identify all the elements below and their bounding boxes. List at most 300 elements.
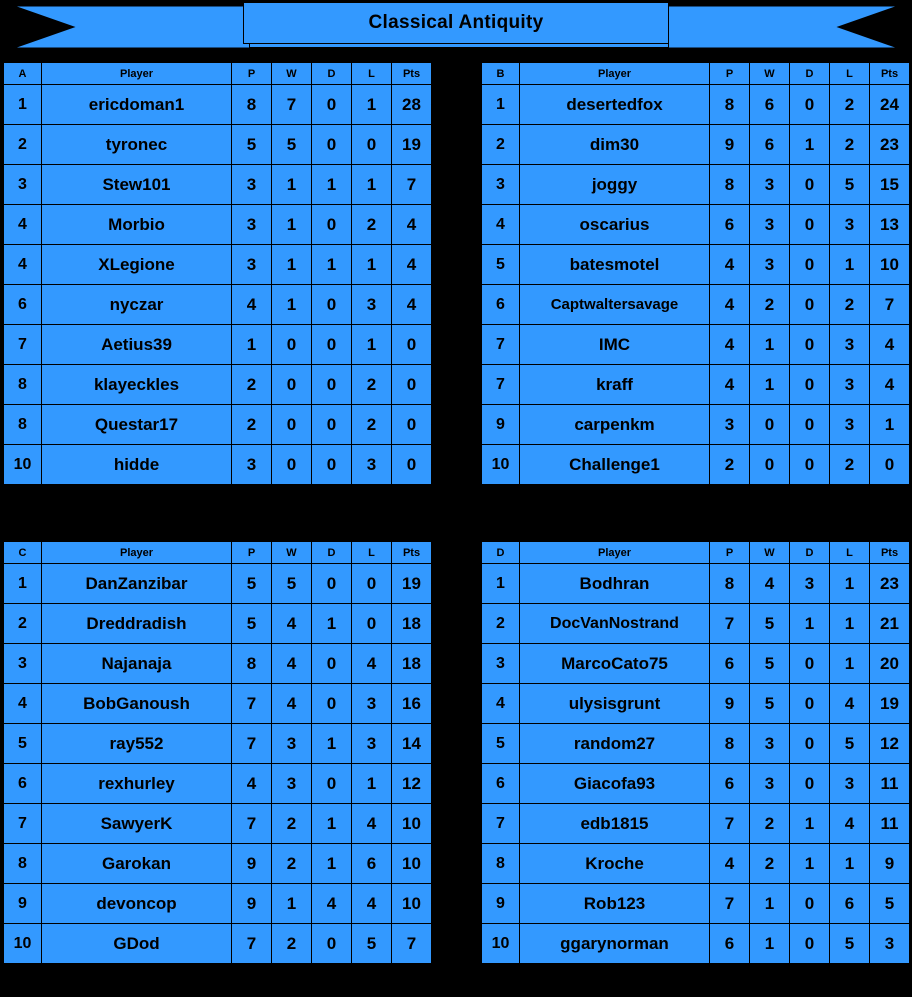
- cell-played: 6: [710, 205, 750, 245]
- cell-position: 5: [482, 724, 520, 764]
- cell-position: 1: [482, 85, 520, 125]
- cell-lost: 2: [830, 85, 870, 125]
- cell-drawn: 1: [790, 125, 830, 165]
- cell-played: 4: [710, 245, 750, 285]
- cell-position: 7: [482, 365, 520, 405]
- table-row: [482, 165, 910, 205]
- column-header-drawn: D: [790, 63, 830, 85]
- table-row: [482, 85, 910, 125]
- cell-player: Captwaltersavage: [520, 285, 710, 325]
- table-row: [4, 764, 432, 804]
- cell-drawn: 0: [312, 684, 352, 724]
- cell-played: 9: [232, 884, 272, 924]
- cell-points: 10: [870, 245, 910, 285]
- cell-played: 3: [232, 445, 272, 485]
- cell-drawn: 1: [312, 604, 352, 644]
- cell-player: GDod: [42, 924, 232, 964]
- cell-won: 1: [750, 924, 790, 964]
- table-row: [482, 924, 910, 964]
- cell-won: 3: [750, 245, 790, 285]
- table-row: [482, 724, 910, 764]
- cell-points: 3: [870, 924, 910, 964]
- table-header-row: [4, 63, 432, 85]
- cell-drawn: 0: [790, 445, 830, 485]
- cell-player: hidde: [42, 445, 232, 485]
- cell-played: 5: [232, 125, 272, 165]
- table-header-row: [4, 542, 432, 564]
- cell-won: 3: [750, 724, 790, 764]
- column-header-won: W: [272, 63, 312, 85]
- table-row: [4, 245, 432, 285]
- league-table-c-wrapper: [3, 541, 432, 964]
- cell-points: 28: [392, 85, 432, 125]
- table-row: [482, 764, 910, 804]
- cell-played: 4: [232, 764, 272, 804]
- cell-played: 3: [232, 245, 272, 285]
- cell-won: 6: [750, 85, 790, 125]
- cell-played: 6: [710, 924, 750, 964]
- cell-drawn: 1: [312, 724, 352, 764]
- cell-lost: 4: [352, 644, 392, 684]
- league-table-d: [481, 541, 910, 964]
- cell-drawn: 4: [312, 884, 352, 924]
- cell-drawn: 0: [312, 445, 352, 485]
- cell-points: 4: [392, 245, 432, 285]
- cell-drawn: 0: [312, 365, 352, 405]
- cell-position: 3: [4, 644, 42, 684]
- title-plate: [243, 2, 669, 44]
- cell-position: 7: [4, 325, 42, 365]
- cell-won: 2: [750, 804, 790, 844]
- cell-position: 4: [482, 205, 520, 245]
- cell-player: DocVanNostrand: [520, 604, 710, 644]
- cell-lost: 0: [352, 604, 392, 644]
- cell-player: batesmotel: [520, 245, 710, 285]
- cell-won: 0: [272, 445, 312, 485]
- banner: [0, 0, 912, 62]
- cell-player: joggy: [520, 165, 710, 205]
- cell-drawn: 0: [312, 405, 352, 445]
- column-header-points: Pts: [870, 63, 910, 85]
- cell-lost: 2: [830, 125, 870, 165]
- cell-won: 4: [272, 684, 312, 724]
- cell-position: 4: [4, 684, 42, 724]
- cell-points: 5: [870, 884, 910, 924]
- cell-position: 9: [482, 405, 520, 445]
- cell-played: 7: [710, 804, 750, 844]
- cell-position: 9: [4, 884, 42, 924]
- table-row: [4, 724, 432, 764]
- cell-won: 5: [750, 604, 790, 644]
- cell-player: klayeckles: [42, 365, 232, 405]
- table-row: [4, 325, 432, 365]
- cell-drawn: 0: [790, 684, 830, 724]
- cell-points: 4: [870, 365, 910, 405]
- cell-player: Aetius39: [42, 325, 232, 365]
- cell-player: devoncop: [42, 884, 232, 924]
- cell-player: SawyerK: [42, 804, 232, 844]
- cell-points: 0: [392, 445, 432, 485]
- cell-lost: 3: [830, 405, 870, 445]
- column-header-points: Pts: [392, 63, 432, 85]
- cell-lost: 3: [352, 445, 392, 485]
- cell-points: 1: [870, 405, 910, 445]
- cell-player: Garokan: [42, 844, 232, 884]
- cell-player: tyronec: [42, 125, 232, 165]
- cell-points: 18: [392, 644, 432, 684]
- column-header-player: Player: [520, 542, 710, 564]
- cell-won: 3: [272, 724, 312, 764]
- cell-position: 10: [482, 924, 520, 964]
- cell-drawn: 0: [790, 325, 830, 365]
- table-row: [482, 445, 910, 485]
- cell-points: 10: [392, 844, 432, 884]
- cell-won: 1: [750, 365, 790, 405]
- cell-drawn: 0: [790, 285, 830, 325]
- table-row: [4, 445, 432, 485]
- cell-won: 2: [750, 285, 790, 325]
- cell-points: 19: [392, 564, 432, 604]
- cell-won: 1: [750, 325, 790, 365]
- cell-player: IMC: [520, 325, 710, 365]
- column-header-points: Pts: [870, 542, 910, 564]
- cell-points: 9: [870, 844, 910, 884]
- table-row: [4, 884, 432, 924]
- cell-played: 7: [232, 724, 272, 764]
- cell-points: 7: [392, 165, 432, 205]
- ribbon-right-decoration: [638, 6, 898, 48]
- cell-won: 1: [272, 884, 312, 924]
- column-header-player: Player: [42, 542, 232, 564]
- league-table-c: [3, 541, 432, 964]
- cell-lost: 1: [830, 245, 870, 285]
- cell-points: 11: [870, 804, 910, 844]
- cell-won: 1: [272, 205, 312, 245]
- cell-points: 7: [392, 924, 432, 964]
- cell-points: 0: [392, 405, 432, 445]
- cell-position: 3: [4, 165, 42, 205]
- table-row: [482, 804, 910, 844]
- table-row: [4, 924, 432, 964]
- cell-position: 4: [4, 205, 42, 245]
- cell-drawn: 0: [790, 924, 830, 964]
- cell-points: 12: [870, 724, 910, 764]
- cell-lost: 5: [830, 924, 870, 964]
- cell-drawn: 0: [790, 85, 830, 125]
- cell-player: carpenkm: [520, 405, 710, 445]
- cell-player: oscarius: [520, 205, 710, 245]
- cell-drawn: 0: [312, 644, 352, 684]
- cell-position: 5: [4, 724, 42, 764]
- cell-played: 2: [232, 405, 272, 445]
- table-row: [482, 564, 910, 604]
- cell-player: Giacofa93: [520, 764, 710, 804]
- cell-player: desertedfox: [520, 85, 710, 125]
- group-label: C: [4, 542, 42, 564]
- column-header-played: P: [710, 63, 750, 85]
- league-table-d-wrapper: [481, 541, 910, 964]
- table-row: [4, 405, 432, 445]
- cell-lost: 6: [352, 844, 392, 884]
- cell-won: 1: [272, 165, 312, 205]
- cell-player: kraff: [520, 365, 710, 405]
- cell-player: Kroche: [520, 844, 710, 884]
- cell-won: 0: [272, 405, 312, 445]
- cell-drawn: 0: [312, 285, 352, 325]
- table-row: [482, 365, 910, 405]
- cell-lost: 1: [352, 165, 392, 205]
- cell-player: XLegione: [42, 245, 232, 285]
- league-tables-grid: [0, 62, 912, 997]
- cell-lost: 2: [830, 445, 870, 485]
- cell-position: 7: [482, 804, 520, 844]
- cell-points: 11: [870, 764, 910, 804]
- cell-position: 6: [482, 285, 520, 325]
- column-header-won: W: [750, 63, 790, 85]
- cell-player: Bodhran: [520, 564, 710, 604]
- cell-played: 8: [710, 165, 750, 205]
- cell-played: 8: [710, 85, 750, 125]
- cell-lost: 4: [352, 884, 392, 924]
- table-row: [482, 405, 910, 445]
- cell-points: 23: [870, 125, 910, 165]
- column-header-lost: L: [830, 542, 870, 564]
- cell-points: 19: [392, 125, 432, 165]
- table-row: [4, 604, 432, 644]
- cell-lost: 1: [352, 764, 392, 804]
- cell-player: MarcoCato75: [520, 644, 710, 684]
- cell-player: DanZanzibar: [42, 564, 232, 604]
- cell-lost: 3: [830, 325, 870, 365]
- cell-drawn: 0: [790, 245, 830, 285]
- cell-won: 5: [272, 125, 312, 165]
- column-header-played: P: [710, 542, 750, 564]
- cell-played: 9: [710, 125, 750, 165]
- cell-points: 24: [870, 85, 910, 125]
- column-header-won: W: [272, 542, 312, 564]
- table-row: [482, 245, 910, 285]
- cell-player: nyczar: [42, 285, 232, 325]
- cell-lost: 5: [830, 165, 870, 205]
- cell-points: 4: [870, 325, 910, 365]
- cell-played: 4: [710, 325, 750, 365]
- column-header-drawn: D: [790, 542, 830, 564]
- cell-played: 7: [710, 884, 750, 924]
- cell-player: rexhurley: [42, 764, 232, 804]
- cell-won: 4: [272, 604, 312, 644]
- table-row: [4, 285, 432, 325]
- ribbon-left-decoration: [14, 6, 274, 48]
- table-row: [482, 604, 910, 644]
- cell-drawn: 1: [312, 165, 352, 205]
- cell-played: 1: [232, 325, 272, 365]
- table-row: [4, 125, 432, 165]
- cell-drawn: 0: [790, 884, 830, 924]
- group-label: A: [4, 63, 42, 85]
- cell-drawn: 1: [312, 804, 352, 844]
- cell-position: 8: [4, 844, 42, 884]
- cell-played: 7: [232, 684, 272, 724]
- cell-lost: 1: [352, 85, 392, 125]
- cell-lost: 3: [830, 365, 870, 405]
- cell-drawn: 0: [790, 724, 830, 764]
- cell-lost: 1: [830, 564, 870, 604]
- cell-lost: 1: [352, 245, 392, 285]
- column-header-player: Player: [42, 63, 232, 85]
- cell-won: 0: [272, 365, 312, 405]
- table-header-row: [482, 63, 910, 85]
- table-header-row: [482, 542, 910, 564]
- table-row: [482, 644, 910, 684]
- cell-drawn: 1: [790, 604, 830, 644]
- cell-lost: 2: [830, 285, 870, 325]
- cell-points: 7: [870, 285, 910, 325]
- cell-drawn: 0: [312, 125, 352, 165]
- cell-points: 4: [392, 205, 432, 245]
- cell-player: ray552: [42, 724, 232, 764]
- cell-played: 5: [232, 604, 272, 644]
- league-table-b-wrapper: [481, 62, 910, 485]
- page-title: Classical Antiquity: [368, 12, 544, 33]
- cell-points: 10: [392, 884, 432, 924]
- cell-won: 1: [272, 245, 312, 285]
- cell-points: 0: [870, 445, 910, 485]
- cell-drawn: 0: [790, 165, 830, 205]
- column-header-lost: L: [352, 63, 392, 85]
- cell-lost: 2: [352, 365, 392, 405]
- cell-played: 7: [232, 804, 272, 844]
- cell-points: 10: [392, 804, 432, 844]
- cell-position: 3: [482, 165, 520, 205]
- cell-lost: 5: [830, 724, 870, 764]
- cell-lost: 3: [352, 684, 392, 724]
- cell-lost: 0: [352, 125, 392, 165]
- cell-position: 8: [482, 844, 520, 884]
- cell-position: 1: [4, 564, 42, 604]
- cell-won: 3: [272, 764, 312, 804]
- cell-player: BobGanoush: [42, 684, 232, 724]
- cell-won: 5: [272, 564, 312, 604]
- cell-won: 2: [272, 804, 312, 844]
- table-row: [482, 205, 910, 245]
- cell-position: 7: [482, 325, 520, 365]
- column-header-won: W: [750, 542, 790, 564]
- cell-player: Challenge1: [520, 445, 710, 485]
- cell-drawn: 0: [790, 764, 830, 804]
- table-row: [482, 884, 910, 924]
- cell-position: 4: [4, 245, 42, 285]
- cell-points: 0: [392, 325, 432, 365]
- cell-lost: 3: [830, 764, 870, 804]
- cell-player: random27: [520, 724, 710, 764]
- cell-position: 6: [482, 764, 520, 804]
- cell-player: edb1815: [520, 804, 710, 844]
- cell-played: 6: [710, 764, 750, 804]
- cell-won: 1: [272, 285, 312, 325]
- table-row: [482, 844, 910, 884]
- cell-points: 20: [870, 644, 910, 684]
- table-row: [4, 205, 432, 245]
- league-table-a-wrapper: [3, 62, 432, 485]
- cell-points: 19: [870, 684, 910, 724]
- cell-won: 0: [750, 405, 790, 445]
- league-table-b: [481, 62, 910, 485]
- cell-won: 7: [272, 85, 312, 125]
- cell-position: 8: [4, 405, 42, 445]
- column-header-lost: L: [352, 542, 392, 564]
- cell-lost: 0: [352, 564, 392, 604]
- cell-points: 23: [870, 564, 910, 604]
- cell-won: 4: [272, 644, 312, 684]
- cell-lost: 3: [352, 724, 392, 764]
- cell-played: 8: [710, 564, 750, 604]
- cell-lost: 4: [830, 684, 870, 724]
- cell-points: 16: [392, 684, 432, 724]
- cell-position: 8: [4, 365, 42, 405]
- cell-won: 4: [750, 564, 790, 604]
- cell-lost: 5: [352, 924, 392, 964]
- cell-player: Dreddradish: [42, 604, 232, 644]
- table-row: [4, 644, 432, 684]
- cell-drawn: 0: [790, 365, 830, 405]
- cell-points: 0: [392, 365, 432, 405]
- cell-drawn: 0: [790, 644, 830, 684]
- cell-won: 0: [750, 445, 790, 485]
- cell-won: 1: [750, 884, 790, 924]
- cell-player: Questar17: [42, 405, 232, 445]
- cell-drawn: 1: [790, 844, 830, 884]
- group-label: D: [482, 542, 520, 564]
- cell-lost: 1: [830, 644, 870, 684]
- cell-won: 2: [750, 844, 790, 884]
- cell-played: 9: [232, 844, 272, 884]
- cell-played: 8: [710, 724, 750, 764]
- cell-won: 6: [750, 125, 790, 165]
- table-row: [4, 165, 432, 205]
- cell-drawn: 1: [312, 844, 352, 884]
- cell-lost: 2: [352, 205, 392, 245]
- group-label: B: [482, 63, 520, 85]
- cell-points: 21: [870, 604, 910, 644]
- cell-position: 1: [4, 85, 42, 125]
- cell-position: 7: [4, 804, 42, 844]
- cell-lost: 4: [830, 804, 870, 844]
- cell-played: 3: [232, 205, 272, 245]
- cell-position: 9: [482, 884, 520, 924]
- cell-drawn: 0: [790, 405, 830, 445]
- cell-position: 1: [482, 564, 520, 604]
- cell-player: ggarynorman: [520, 924, 710, 964]
- cell-drawn: 0: [312, 205, 352, 245]
- cell-position: 4: [482, 684, 520, 724]
- table-row: [4, 844, 432, 884]
- cell-drawn: 0: [790, 205, 830, 245]
- cell-won: 3: [750, 764, 790, 804]
- table-row: [4, 564, 432, 604]
- column-header-played: P: [232, 542, 272, 564]
- cell-played: 4: [710, 285, 750, 325]
- cell-won: 2: [272, 924, 312, 964]
- cell-lost: 3: [352, 285, 392, 325]
- cell-lost: 1: [830, 604, 870, 644]
- cell-lost: 3: [830, 205, 870, 245]
- column-header-lost: L: [830, 63, 870, 85]
- cell-played: 3: [710, 405, 750, 445]
- cell-played: 2: [232, 365, 272, 405]
- column-header-played: P: [232, 63, 272, 85]
- cell-played: 8: [232, 85, 272, 125]
- cell-lost: 2: [352, 405, 392, 445]
